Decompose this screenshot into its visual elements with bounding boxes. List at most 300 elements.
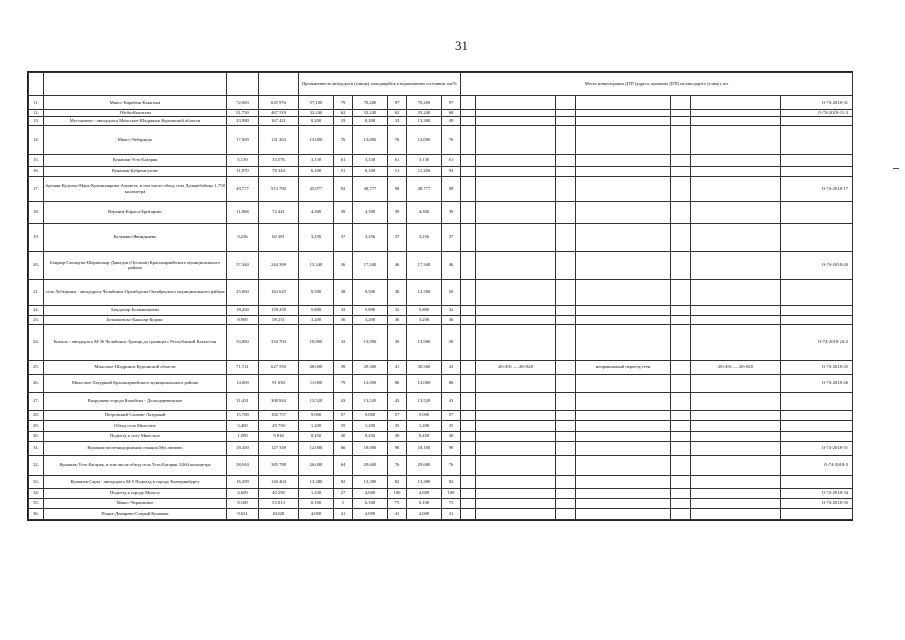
percent-b: 30 [388, 431, 407, 441]
dtp-code [781, 201, 853, 223]
road-name: Петровский-Сычево-Лазурный [44, 410, 227, 420]
length-c: 18,100 [407, 441, 442, 455]
length-b: 4,600 [353, 488, 388, 498]
road-length: 38,944 [227, 455, 259, 475]
dtp-spacer [556, 360, 576, 374]
dtp-location-1 [476, 201, 556, 223]
length-c: 9,000 [407, 410, 442, 420]
road-area: 91 630 [259, 374, 299, 392]
dtp-location-2 [691, 223, 781, 251]
dtp-cause: неправильный переезд/стен [576, 360, 671, 374]
percent-c: 35 [442, 420, 461, 431]
percent-a: 36 [334, 315, 353, 324]
dtp-location-1: 28+491 — 28+820 [476, 360, 556, 374]
percent-a: 39 [334, 360, 353, 374]
dtp-location-1 [476, 324, 556, 360]
dtp-spacer [461, 441, 476, 455]
road-name: Бокрыр-Сагнадзы-Шаршилыр-Давыдов (Лугонов) Красноармейского муниципального района [44, 251, 227, 279]
dtp-location-2 [691, 508, 781, 519]
dtp-code [781, 431, 853, 441]
dtp-location-1 [476, 279, 556, 305]
road-name: Кунашак-Усть-Багаряк, в том числе обход села Усть-Багаряк 3,064 километра [44, 455, 227, 475]
length-b: 9,500 [353, 279, 388, 305]
dtp-cause [576, 166, 671, 176]
dtp-spacer [671, 374, 691, 392]
road-length: 14,000 [227, 374, 259, 392]
dtp-spacer [461, 488, 476, 498]
table-row [29, 508, 853, 519]
dtp-spacer [461, 374, 476, 392]
row-number: 22. [29, 305, 44, 315]
dtp-code: О-74-2018-31 [781, 441, 853, 455]
row-number: 34. [29, 488, 44, 498]
percent-a: 41 [334, 508, 353, 519]
dtp-spacer [671, 420, 691, 431]
row-number: 11. [29, 96, 44, 110]
row-number: 36. [29, 508, 44, 519]
dtp-spacer [461, 315, 476, 324]
dtp-code [781, 116, 853, 125]
dtp-code [781, 125, 853, 154]
percent-b: 98 [388, 441, 407, 455]
dtp-spacer [556, 420, 576, 431]
row-number: 14. [29, 125, 44, 154]
dtp-cause [576, 324, 671, 360]
dtp-code [781, 410, 853, 420]
row-number: 32. [29, 455, 44, 475]
road-area: 72 441 [259, 201, 299, 223]
percent-c: 39 [442, 201, 461, 223]
dtp-spacer [461, 410, 476, 420]
dtp-spacer [461, 223, 476, 251]
row-number: 19. [29, 223, 44, 251]
dtp-spacer [461, 154, 476, 166]
dtp-code [781, 305, 853, 315]
dtp-spacer [671, 475, 691, 488]
road-length: 37,340 [227, 251, 259, 279]
dtp-cause [576, 315, 671, 324]
dtp-location-2: 28+491 — 28+820 [691, 360, 781, 374]
table-row [29, 441, 853, 455]
road-name: Миасское-Шадринск Курганской области [44, 360, 227, 374]
dtp-location-2 [691, 475, 781, 488]
dtp-cause [576, 305, 671, 315]
length-a: 3,130 [299, 154, 334, 166]
percent-a: 33 [334, 116, 353, 125]
table-row [29, 392, 853, 410]
percent-a: 79 [334, 96, 353, 110]
road-area: 33 576 [259, 154, 299, 166]
table-row [29, 201, 853, 223]
dtp-code: О-74-2018-11-3 [781, 110, 853, 117]
percent-a: 37 [334, 223, 353, 251]
length-b: 3,200 [353, 315, 388, 324]
road-condition-table-sheet [27, 71, 853, 521]
percent-c: 98 [442, 441, 461, 455]
dtp-location-1 [476, 223, 556, 251]
road-name: Бокдагыр-Бозмакичнева [44, 305, 227, 315]
road-name: Кунашак-Бабремгулово [44, 166, 227, 176]
length-c: 70,200 [407, 96, 442, 110]
dtp-spacer [556, 223, 576, 251]
dtp-code [781, 420, 853, 431]
dtp-spacer [671, 498, 691, 508]
road-name: Кунашак-Усть-Багаряк [44, 154, 227, 166]
percent-a: 66 [334, 441, 353, 455]
dtp-location-2 [691, 116, 781, 125]
dtp-code [781, 154, 853, 166]
row-number: 28. [29, 410, 44, 420]
dtp-spacer [556, 324, 576, 360]
road-name: Миасс-Чебаркуль [44, 125, 227, 154]
dtp-cause [576, 420, 671, 431]
length-a: 4,300 [299, 201, 334, 223]
row-number: 12. [29, 110, 44, 117]
road-name: Мустакаево - автодорога Миасское-Шадринск Курганской области [44, 116, 227, 125]
length-b: 1,200 [353, 420, 388, 431]
table-row [29, 125, 853, 154]
dtp-location-1 [476, 251, 556, 279]
percent-c: 93 [442, 166, 461, 176]
dtp-location-2 [691, 201, 781, 223]
dtp-code: О-74-2018-24-2 [781, 324, 853, 360]
dtp-spacer [461, 392, 476, 410]
dtp-location-1 [476, 374, 556, 392]
percent-b: 39 [388, 201, 407, 223]
percent-c: 57 [442, 410, 461, 420]
table-row [29, 455, 853, 475]
road-name: Вахрушево города Копейска - Долгодеревенское [44, 392, 227, 410]
dtp-code [781, 223, 853, 251]
percent-c: 86 [442, 374, 461, 392]
road-length: 33,860 [227, 324, 259, 360]
dtp-spacer [556, 154, 576, 166]
dtp-spacer [556, 431, 576, 441]
dtp-location-2 [691, 315, 781, 324]
row-number: 25. [29, 360, 44, 374]
road-length: 5,130 [227, 154, 259, 166]
road-length: 72,683 [227, 96, 259, 110]
table-row [29, 431, 853, 441]
road-area: 513 790 [259, 176, 299, 201]
road-name: Кулукаво-Явиндкаево [44, 223, 227, 251]
dtp-spacer [556, 251, 576, 279]
length-c: 6,100 [407, 498, 442, 508]
table-row [29, 360, 853, 374]
dtp-cause [576, 431, 671, 441]
length-a: 6,100 [299, 166, 334, 176]
road-condition-table [28, 72, 853, 520]
road-name: Подъезд к городу Миассу [44, 488, 227, 498]
dtp-spacer [461, 166, 476, 176]
length-c: 13,520 [407, 392, 442, 410]
length-a: 13,520 [299, 392, 334, 410]
road-name: Аргаяш-Кулуево-Маук-Кульмилярово-Альмета, в том числе обход села Дальнебабино 1,758 километра [44, 176, 227, 201]
percent-a: 1 [334, 498, 353, 508]
road-area: 40 250 [259, 488, 299, 498]
length-b: 29,600 [353, 455, 388, 475]
length-b: 18,000 [353, 441, 388, 455]
road-length: 71,721 [227, 360, 259, 374]
dtp-location-2 [691, 251, 781, 279]
dtp-code: О-74-2018-31 [781, 96, 853, 110]
length-a: 8,200 [299, 116, 334, 125]
road-length: 9,236 [227, 223, 259, 251]
length-a: 45,977 [299, 176, 334, 201]
dtp-location-1 [476, 508, 556, 519]
dtp-location-2 [691, 166, 781, 176]
road-length: 4,600 [227, 488, 259, 498]
percent-c: 37 [442, 223, 461, 251]
dtp-location-2 [691, 154, 781, 166]
length-b: 48,777 [353, 176, 388, 201]
road-area: 58 251 [259, 315, 299, 324]
dtp-spacer [461, 116, 476, 125]
percent-b: 32 [388, 305, 407, 315]
dtp-code [781, 475, 853, 488]
dtp-code: О-74-2018-17 [781, 176, 853, 201]
length-a: 1,200 [299, 420, 334, 431]
percent-b: 43 [388, 392, 407, 410]
dtp-cause [576, 251, 671, 279]
percent-b: 37 [388, 223, 407, 251]
road-name: Обход села Миасское [44, 420, 227, 431]
percent-a: 30 [334, 431, 353, 441]
dtp-location-1 [476, 410, 556, 420]
length-a: 10,900 [299, 324, 334, 360]
row-number: 30. [29, 431, 44, 441]
percent-b: 82 [388, 475, 407, 488]
length-c: 4,000 [407, 508, 442, 519]
dtp-location-1 [476, 154, 556, 166]
dtp-cause [576, 96, 671, 110]
length-a: 57,100 [299, 96, 334, 110]
percent-a: 38 [334, 279, 353, 305]
dtp-cause [576, 125, 671, 154]
length-b: 13,000 [353, 125, 388, 154]
percent-c: 98 [442, 176, 461, 201]
dtp-code: О-74-2018-26 [781, 374, 853, 392]
dtp-location-2 [691, 420, 781, 431]
length-b: 17,340 [353, 251, 388, 279]
dtp-location-2 [691, 498, 781, 508]
dtp-spacer [556, 441, 576, 455]
length-b: 6,100 [353, 498, 388, 508]
road-length: 11,970 [227, 166, 259, 176]
dtp-location-2 [691, 374, 781, 392]
length-c: 3,130 [407, 154, 442, 166]
dtp-spacer [671, 488, 691, 498]
dtp-spacer [461, 251, 476, 279]
row-number: 15. [29, 154, 44, 166]
dtp-location-1 [476, 176, 556, 201]
dtp-spacer [671, 154, 691, 166]
dtp-cause [576, 498, 671, 508]
road-area: 163 625 [259, 279, 299, 305]
length-a: 13,000 [299, 125, 334, 154]
road-name: Плант-Донарево-Старый Кунашак [44, 508, 227, 519]
road-name: Миасс-Черновское [44, 498, 227, 508]
percent-b: 57 [388, 410, 407, 420]
percent-b: 46 [388, 251, 407, 279]
percent-c: 100 [442, 488, 461, 498]
road-length: 49,777 [227, 176, 259, 201]
length-c: 12,000 [407, 374, 442, 392]
dtp-location-2 [691, 176, 781, 201]
dtp-spacer [671, 166, 691, 176]
road-area: 140 404 [259, 475, 299, 488]
header-cell [227, 73, 259, 96]
row-number: 29. [29, 420, 44, 431]
dtp-code [781, 392, 853, 410]
dtp-spacer [556, 488, 576, 498]
road-length: 25,000 [227, 279, 259, 305]
dtp-cause [576, 201, 671, 223]
percent-c: 49 [442, 116, 461, 125]
table-row [29, 251, 853, 279]
row-number: 16. [29, 166, 44, 176]
length-a: 0,100 [299, 498, 334, 508]
dtp-location-2 [691, 96, 781, 110]
road-name: Бекаоковско-Бакалар-Коракс [44, 315, 227, 324]
percent-b: 39 [388, 324, 407, 360]
length-a: 13,380 [299, 475, 334, 488]
length-a: 0,450 [299, 431, 334, 441]
margin-mark [893, 168, 899, 169]
percent-b: 51 [388, 166, 407, 176]
dtp-code: О-74-2018-25 [781, 360, 853, 374]
road-area: 131 263 [259, 125, 299, 154]
dtp-spacer [671, 251, 691, 279]
dtp-location-1 [476, 498, 556, 508]
road-area: 308 844 [259, 392, 299, 410]
road-length: 8,900 [227, 315, 259, 324]
table-row [29, 154, 853, 166]
dtp-code: О-74-2018-35 [781, 498, 853, 508]
length-c: 11,200 [407, 166, 442, 176]
road-name: Миасское-Лазурный Красноармейского муниципального района [44, 374, 227, 392]
dtp-spacer [671, 305, 691, 315]
dtp-cause [576, 223, 671, 251]
dtp-spacer [671, 315, 691, 324]
length-a: 9,000 [299, 410, 334, 420]
dtp-code: О-74-2018-3 [781, 455, 853, 475]
dtp-spacer [461, 125, 476, 154]
length-b: 32,240 [353, 110, 388, 117]
dtp-spacer [556, 116, 576, 125]
row-number: 23. [29, 315, 44, 324]
table-row [29, 223, 853, 251]
dtp-spacer [671, 279, 691, 305]
dtp-location-2 [691, 488, 781, 498]
dtp-spacer [461, 201, 476, 223]
road-area: 334 704 [259, 324, 299, 360]
dtp-spacer [671, 360, 691, 374]
percent-c: 76 [442, 125, 461, 154]
road-length: 11,068 [227, 201, 259, 223]
percent-b: 36 [388, 315, 407, 324]
dtp-spacer [556, 201, 576, 223]
length-c: 29,600 [407, 455, 442, 475]
dtp-spacer [556, 374, 576, 392]
road-length: 31,431 [227, 392, 259, 410]
length-c: 4,300 [407, 201, 442, 223]
road-area: 127 339 [259, 441, 299, 455]
percent-b: 41 [388, 360, 407, 374]
percent-a: 92 [334, 176, 353, 201]
length-c: 13,000 [407, 125, 442, 154]
header-cell [259, 73, 299, 96]
dtp-spacer [461, 305, 476, 315]
dtp-location-1 [476, 441, 556, 455]
percent-a: 27 [334, 488, 353, 498]
length-c: 35,240 [407, 110, 442, 117]
dtp-spacer [671, 455, 691, 475]
dtp-spacer [461, 498, 476, 508]
row-number: 31. [29, 441, 44, 455]
length-b: 4,000 [353, 508, 388, 519]
header-length-label: Протяженность автодороги (улицы), находящейся в нормативном состоянии, км/% [299, 73, 461, 96]
dtp-spacer [671, 116, 691, 125]
dtp-location-2 [691, 431, 781, 441]
length-b: 13,380 [353, 475, 388, 488]
length-c: 13,380 [407, 475, 442, 488]
dtp-location-2 [691, 125, 781, 154]
percent-c: 76 [442, 455, 461, 475]
percent-b: 38 [388, 279, 407, 305]
dtp-cause [576, 279, 671, 305]
dtp-code [781, 166, 853, 176]
dtp-location-1 [476, 305, 556, 315]
length-c: 4,600 [407, 488, 442, 498]
length-c: 17,340 [407, 251, 442, 279]
percent-b: 33 [388, 116, 407, 125]
dtp-cause [576, 475, 671, 488]
dtp-spacer [556, 392, 576, 410]
dtp-spacer [461, 508, 476, 519]
dtp-spacer [556, 176, 576, 201]
road-length: 15,700 [227, 410, 259, 420]
dtp-location-1 [476, 488, 556, 498]
dtp-spacer [671, 392, 691, 410]
dtp-spacer [556, 508, 576, 519]
road-area: 627 559 [259, 360, 299, 374]
dtp-spacer [671, 508, 691, 519]
length-c: 1,200 [407, 420, 442, 431]
percent-a: 57 [334, 410, 353, 420]
length-b: 0,450 [353, 431, 388, 441]
dtp-location-2 [691, 441, 781, 455]
row-number: 17. [29, 176, 44, 201]
dtp-cause [576, 176, 671, 201]
percent-c: 75 [442, 498, 461, 508]
dtp-spacer [671, 410, 691, 420]
length-b: 13,900 [353, 324, 388, 360]
road-length: 17,000 [227, 125, 259, 154]
road-name: Миасс-Карабаш-Кыштым [44, 96, 227, 110]
percent-b: 76 [388, 455, 407, 475]
dtp-location-1 [476, 125, 556, 154]
road-area: 63428 [259, 508, 299, 519]
dtp-code: О-74-2018-20 [781, 251, 853, 279]
length-b: 4,300 [353, 201, 388, 223]
dtp-code: О-74-2018-34 [781, 488, 853, 498]
dtp-cause [576, 374, 671, 392]
dtp-spacer [556, 166, 576, 176]
road-name: село Лебединка - автодорога Челябинск-Оренбурска Октябрьского муниципального района [44, 279, 227, 305]
dtp-spacer [461, 420, 476, 431]
percent-c: 46 [442, 251, 461, 279]
